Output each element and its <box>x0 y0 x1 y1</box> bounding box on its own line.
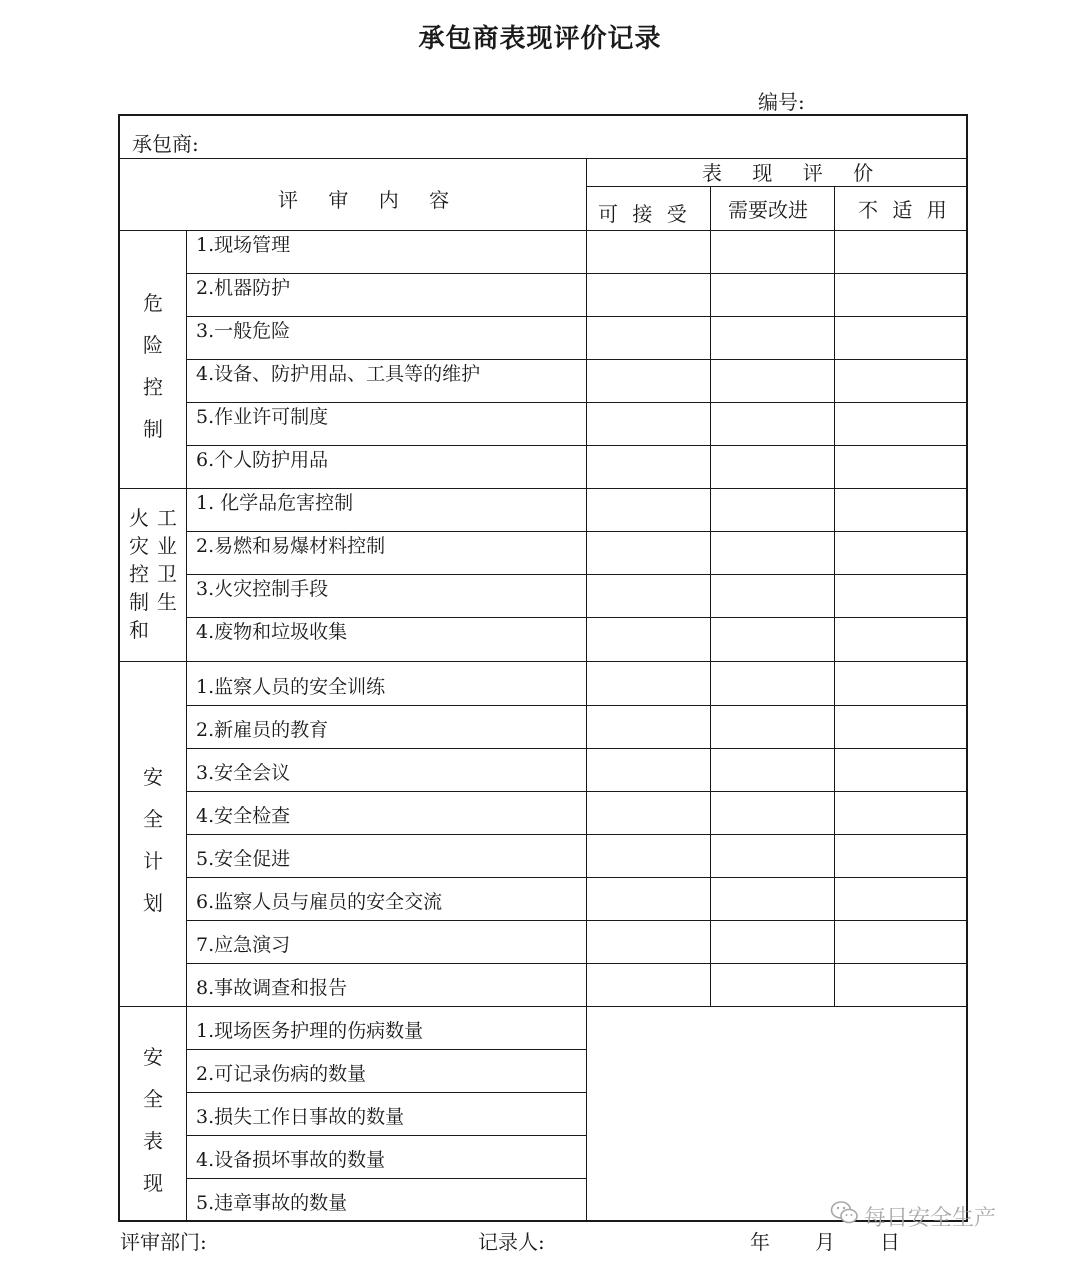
wechat-icon <box>830 1200 864 1232</box>
col-needs-improvement: 需要改进 <box>728 198 808 222</box>
contractor-label: 承包商: <box>132 132 199 156</box>
list-item: 2.易燃和易爆材料控制 <box>196 535 386 557</box>
list-item: 4.安全检查 <box>196 805 291 827</box>
list-item: 5.安全促进 <box>196 848 291 870</box>
section-label-safety-performance: 安 全 表 现 <box>143 1045 163 1195</box>
list-item: 2.新雇员的教育 <box>196 719 329 741</box>
row-divider <box>186 617 966 618</box>
list-item: 8.事故调查和报告 <box>196 977 348 999</box>
row-divider <box>186 1135 586 1136</box>
list-item: 1. 化学品危害控制 <box>196 492 354 514</box>
page-title: 承包商表现评价记录 <box>418 24 662 54</box>
row-divider <box>120 230 966 231</box>
section-divider <box>120 1006 966 1007</box>
list-item: 3.火灾控制手段 <box>196 578 329 600</box>
section-label-safety-plan: 安 全 计 划 <box>143 765 163 915</box>
section-divider <box>120 661 966 662</box>
row-divider <box>186 531 966 532</box>
row-divider <box>186 574 966 575</box>
row-divider <box>186 445 966 446</box>
col-acceptable: 可 接 受 <box>598 202 691 226</box>
list-item: 1.现场医务护理的伤病数量 <box>196 1020 424 1042</box>
list-item: 1.监察人员的安全训练 <box>196 676 386 698</box>
row-divider <box>186 877 966 878</box>
watermark-text: 每日安全生产 <box>864 1205 997 1231</box>
section-label-fire-hygiene: 火 工 灾 业 控 卫 制 生 和 <box>129 506 177 642</box>
row-divider <box>186 1049 586 1050</box>
list-item: 1.现场管理 <box>196 234 291 256</box>
list-item: 4.设备损坏事故的数量 <box>196 1149 386 1171</box>
row-divider <box>586 186 966 187</box>
list-item: 5.作业许可制度 <box>196 406 329 428</box>
row-divider <box>186 1092 586 1093</box>
row-divider <box>186 705 966 706</box>
row-divider <box>186 791 966 792</box>
row-divider <box>186 359 966 360</box>
evaluation-form <box>118 114 968 1222</box>
row-divider <box>186 748 966 749</box>
row-divider <box>186 316 966 317</box>
list-item: 3.损失工作日事故的数量 <box>196 1106 405 1128</box>
row-divider <box>186 963 966 964</box>
year-label: 年 <box>750 1230 770 1254</box>
watermark <box>830 1200 996 1232</box>
month-label: 月 <box>815 1230 835 1254</box>
review-content-header: 评 审 内 容 <box>278 188 462 212</box>
list-item: 5.违章事故的数量 <box>196 1192 348 1214</box>
list-item: 6.监察人员与雇员的安全交流 <box>196 891 443 913</box>
row-divider <box>186 1178 586 1179</box>
list-item: 4.废物和垃圾收集 <box>196 621 348 643</box>
row-divider <box>186 920 966 921</box>
list-item: 2.可记录伤病的数量 <box>196 1063 367 1085</box>
list-item: 4.设备、防护用品、工具等的维护 <box>196 363 481 385</box>
row-divider <box>186 273 966 274</box>
list-item: 3.安全会议 <box>196 762 291 784</box>
col-divider <box>186 230 187 1220</box>
evaluation-header: 表 现 评 价 <box>702 161 886 185</box>
col-divider <box>710 186 711 1006</box>
serial-number-label: 编号: <box>758 90 805 114</box>
row-divider <box>120 158 966 159</box>
section-label-hazard-control: 危 险 控 制 <box>143 291 163 441</box>
list-item: 3.一般危险 <box>196 320 291 342</box>
col-divider <box>834 186 835 1006</box>
list-item: 2.机器防护 <box>196 277 291 299</box>
col-divider <box>586 158 587 1220</box>
recorder-label: 记录人: <box>478 1230 545 1254</box>
list-item: 7.应急演习 <box>196 934 291 956</box>
day-label: 日 <box>880 1230 900 1254</box>
list-item: 6.个人防护用品 <box>196 449 329 471</box>
row-divider <box>186 834 966 835</box>
section-divider <box>120 488 966 489</box>
row-divider <box>186 402 966 403</box>
col-not-applicable: 不 适 用 <box>858 198 951 222</box>
review-department-label: 评审部门: <box>120 1230 207 1254</box>
